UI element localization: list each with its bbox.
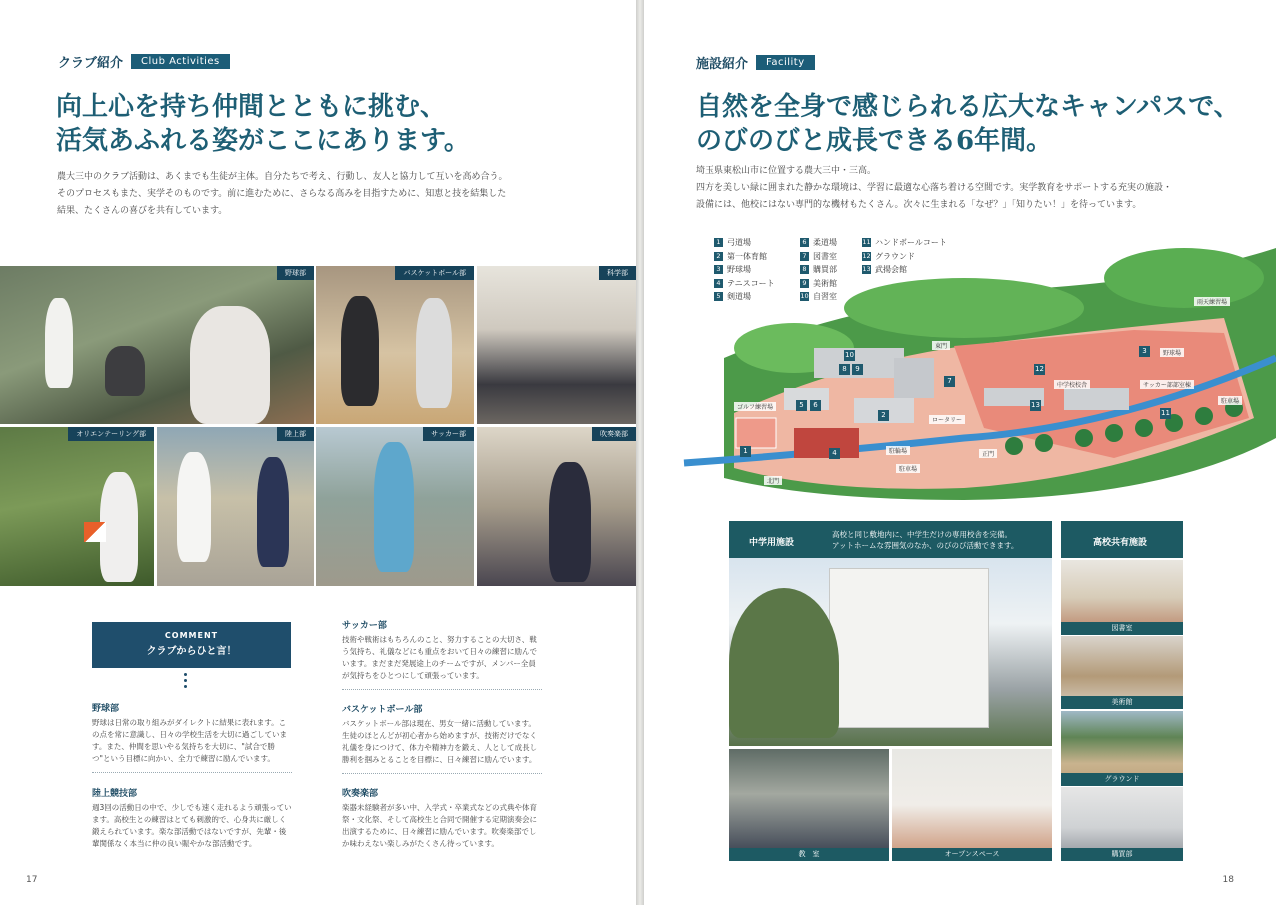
facility-legend: [800, 236, 837, 304]
legend-item: 13 武揚会館: [862, 265, 907, 275]
map-marker: 2: [878, 410, 889, 421]
legend-item: 11 ハンドボールコート: [862, 238, 947, 248]
catcher-figure: [105, 346, 145, 396]
map-marker: 3: [1139, 346, 1150, 357]
map-label: ゴルフ練習場: [734, 402, 776, 411]
batter-figure: [45, 298, 73, 388]
photo-label: オリエンテーリング部: [68, 427, 154, 441]
legend-item: 8 購買部: [800, 263, 837, 277]
map-label: 駐車場: [896, 464, 920, 473]
map-marker: 7: [944, 376, 955, 387]
legend-item: 5 剣道場: [714, 290, 775, 304]
runner-figure: [177, 452, 211, 562]
club-text: 楽器未経験者が多い中、入学式・卒業式などの式典や体育祭・文化祭、そして高校生と合同で開催する定期演奏会に出演するために、日々練習に励んでいます。吹奏楽部でしか味わえない楽しみがたくさん待っています。: [342, 803, 537, 848]
map-marker: 13: [1031, 401, 1040, 409]
legend-item: 6 柔道場: [800, 236, 837, 250]
track-photo: [157, 427, 314, 586]
map-label: 東門: [932, 341, 950, 350]
brass-band-photo: [477, 427, 636, 586]
map-marker: 6: [810, 400, 821, 411]
club-name: バスケットボール部: [342, 705, 423, 715]
headline-line: 向上心を持ち仲間とともに挑む、: [56, 92, 447, 122]
photo-caption: グラウンド: [1061, 773, 1183, 786]
dots-decoration: [182, 670, 188, 688]
player-figure: [341, 296, 379, 406]
hs-facility-band: [1061, 521, 1183, 558]
legend-item: 4 テニスコート: [714, 277, 775, 291]
legend-item: 12 グラウンド: [862, 251, 915, 261]
map-marker: 5: [796, 400, 807, 411]
comment-subtitle: クラブからひと言！: [146, 646, 237, 657]
intro-line: 四方を美しい緑に囲まれた静かな環境は、学習に最適な心落ち着ける空間です。実学教育をサポートする充実の施設・: [696, 183, 1173, 193]
intro-line: 農大三中のクラブ活動は、あくまでも生徒が主体。自分たちで考え、行動し、友人と協力して互いを高め合う。: [57, 172, 508, 182]
map-label: 雨天練習場: [1194, 297, 1230, 306]
page-number: 18: [1222, 875, 1234, 885]
goalkeeper-figure: [374, 442, 414, 572]
facility-legend: [862, 236, 947, 277]
club-text: 週3回の活動日の中で、少しでも速く走れるよう頑張っています。高校生との練習はとても刺激的で、心身共に厳しく鍛えられています。楽な部活動ではないですが、先輩・後輩関係なく本当に仲の良い賑やかな部活動です。: [92, 803, 292, 848]
player-figure: [416, 298, 452, 408]
map-marker: 8: [839, 364, 850, 375]
club-comment: [342, 702, 542, 766]
band-title: 高校共有施設: [1093, 538, 1148, 548]
photo-label: 科学部: [599, 266, 636, 280]
orienteering-marker-icon: [84, 522, 106, 542]
jh-facility-band: [729, 521, 1052, 558]
legend-item: 2 第一体育館: [714, 250, 775, 264]
section-tag: Facility: [756, 55, 815, 70]
map-marker: 12: [1035, 365, 1044, 373]
map-label: 野球場: [1160, 348, 1184, 357]
headline: [696, 90, 1240, 158]
legend-item: 7 図書室: [800, 250, 837, 264]
building-shape: [829, 568, 989, 728]
baseball-photo: [0, 266, 314, 424]
comment-box: [92, 622, 291, 668]
intro-line: 結果、たくさんの喜びを共有しています。: [57, 206, 228, 216]
intro-text: [57, 169, 507, 220]
section-title: クラブ紹介: [58, 56, 124, 71]
art-museum-photo: [1061, 636, 1183, 709]
photo-label: 陸上部: [277, 427, 314, 441]
shop-photo: [1061, 787, 1183, 861]
map-label: ロータリー: [929, 415, 965, 424]
club-name: 野球部: [92, 704, 120, 714]
ground-photo: [1061, 711, 1183, 786]
headline-line: のびのびと成長できる6年間。: [696, 126, 1053, 156]
pitcher-figure: [190, 306, 270, 424]
map-label: 北門: [764, 476, 782, 485]
photo-label: 野球部: [277, 266, 314, 280]
photo-caption: オープンスペース: [892, 848, 1052, 861]
photo-label: バスケットボール部: [395, 266, 474, 280]
open-space-photo: [892, 749, 1052, 861]
photo-label: 吹奏楽部: [592, 427, 636, 441]
science-photo: [477, 266, 636, 424]
club-name: 陸上競技部: [92, 789, 138, 799]
club-comment: [342, 786, 542, 850]
classroom-photo: [729, 749, 889, 861]
club-text: 野球は日常の取り組みがダイレクトに結果に表れます。この点を常に意識し、日々の学校生活を大切に過ごしています。また、仲間を思いやる気持ちを大切に、"試合で勝つ"という目標に向かい、全力で練習に励んでいます。: [92, 718, 287, 763]
section-title: 施設紹介: [696, 57, 749, 72]
photo-caption: 図書室: [1061, 622, 1183, 635]
headline: [56, 90, 470, 158]
intro-text: [696, 163, 1172, 214]
legend-item: 3 野球場: [714, 263, 775, 277]
section-header: [696, 53, 815, 72]
club-text: 技術や戦術はもちろんのこと、努力することの大切さ、戦う気持ち、礼儀などにも重点をおいて日々の練習に励んでいます。まだまだ発展途上のチームですが、メンバー全員が気持ちをひとつにして頑張っています。: [342, 635, 537, 680]
headline-line: 自然を全身で感じられる広大なキャンパスで、: [696, 92, 1240, 122]
orienteering-photo: [0, 427, 154, 586]
divider: [342, 773, 542, 774]
map-label: 中学校校舎: [1054, 380, 1090, 389]
map-label: サッカー部部室棟: [1140, 380, 1194, 389]
legend-item: 9 美術館: [800, 277, 837, 291]
comment-title: COMMENT: [164, 631, 219, 640]
map-label: 駐輪場: [886, 446, 910, 455]
club-text: バスケットボール部は現在、男女一緒に活動しています。生徒のほとんどが初心者から始めますが、技術だけでなく礼儀を身につけて、体力や精神力を鍛え、人として成長し勝利を掴みとることを目標に、日々練習に励んでいます。: [342, 719, 538, 764]
club-comment: [342, 618, 542, 682]
runner-figure: [257, 457, 289, 567]
photo-caption: 美術館: [1061, 696, 1183, 709]
intro-line: そのプロセスもまた、実学そのものです。前に進むために、さらなる高みを目指すために、知恵と技を結集した: [57, 189, 507, 199]
jh-building-photo: [729, 558, 1052, 746]
section-header: [58, 52, 230, 71]
club-comment: [92, 786, 292, 850]
map-marker: 11: [1161, 409, 1170, 417]
photo-caption: 購買部: [1061, 848, 1183, 861]
facility-legend: [714, 236, 775, 304]
club-comment: [92, 701, 292, 765]
map-marker: 10: [845, 351, 854, 359]
left-page: [0, 0, 636, 905]
club-name: 吹奏楽部: [342, 789, 379, 799]
page-number: 17: [26, 875, 38, 885]
headline-line: 活気あふれる姿がここにあります。: [56, 126, 470, 156]
section-tag: Club Activities: [131, 54, 230, 69]
map-marker: 4: [829, 448, 840, 459]
map-label: 駐車場: [1218, 396, 1242, 405]
legend-item: 10 自習室: [800, 292, 837, 302]
legend-item: 1 弓道場: [714, 236, 775, 250]
intro-line: 設備には、他校にはない専門的な機材もたくさん。次々に生まれる「なぜ？」「知りたい！」を待っています。: [696, 200, 1142, 210]
book-gutter: [636, 0, 644, 905]
intro-line: 埼玉県東松山市に位置する農大三中・三高。: [696, 166, 877, 176]
band-title: 中学用施設: [749, 538, 795, 548]
map-marker: 1: [740, 446, 751, 457]
photo-caption: 教 室: [729, 848, 889, 861]
map-label: 正門: [979, 449, 997, 458]
band-description: 高校と同じ敷地内に、中学生だけの専用校舎を完備。 アットホームな雰囲気のなか、のびのび活動できます。: [832, 530, 1019, 550]
map-marker: 9: [852, 364, 863, 375]
photo-label: サッカー部: [423, 427, 474, 441]
library-photo: [1061, 560, 1183, 635]
basketball-photo: [316, 266, 474, 424]
tree-shape: [729, 588, 839, 738]
soccer-photo: [316, 427, 474, 586]
divider: [92, 772, 292, 773]
club-name: サッカー部: [342, 621, 387, 631]
divider: [342, 689, 542, 690]
player-figure: [549, 462, 591, 582]
